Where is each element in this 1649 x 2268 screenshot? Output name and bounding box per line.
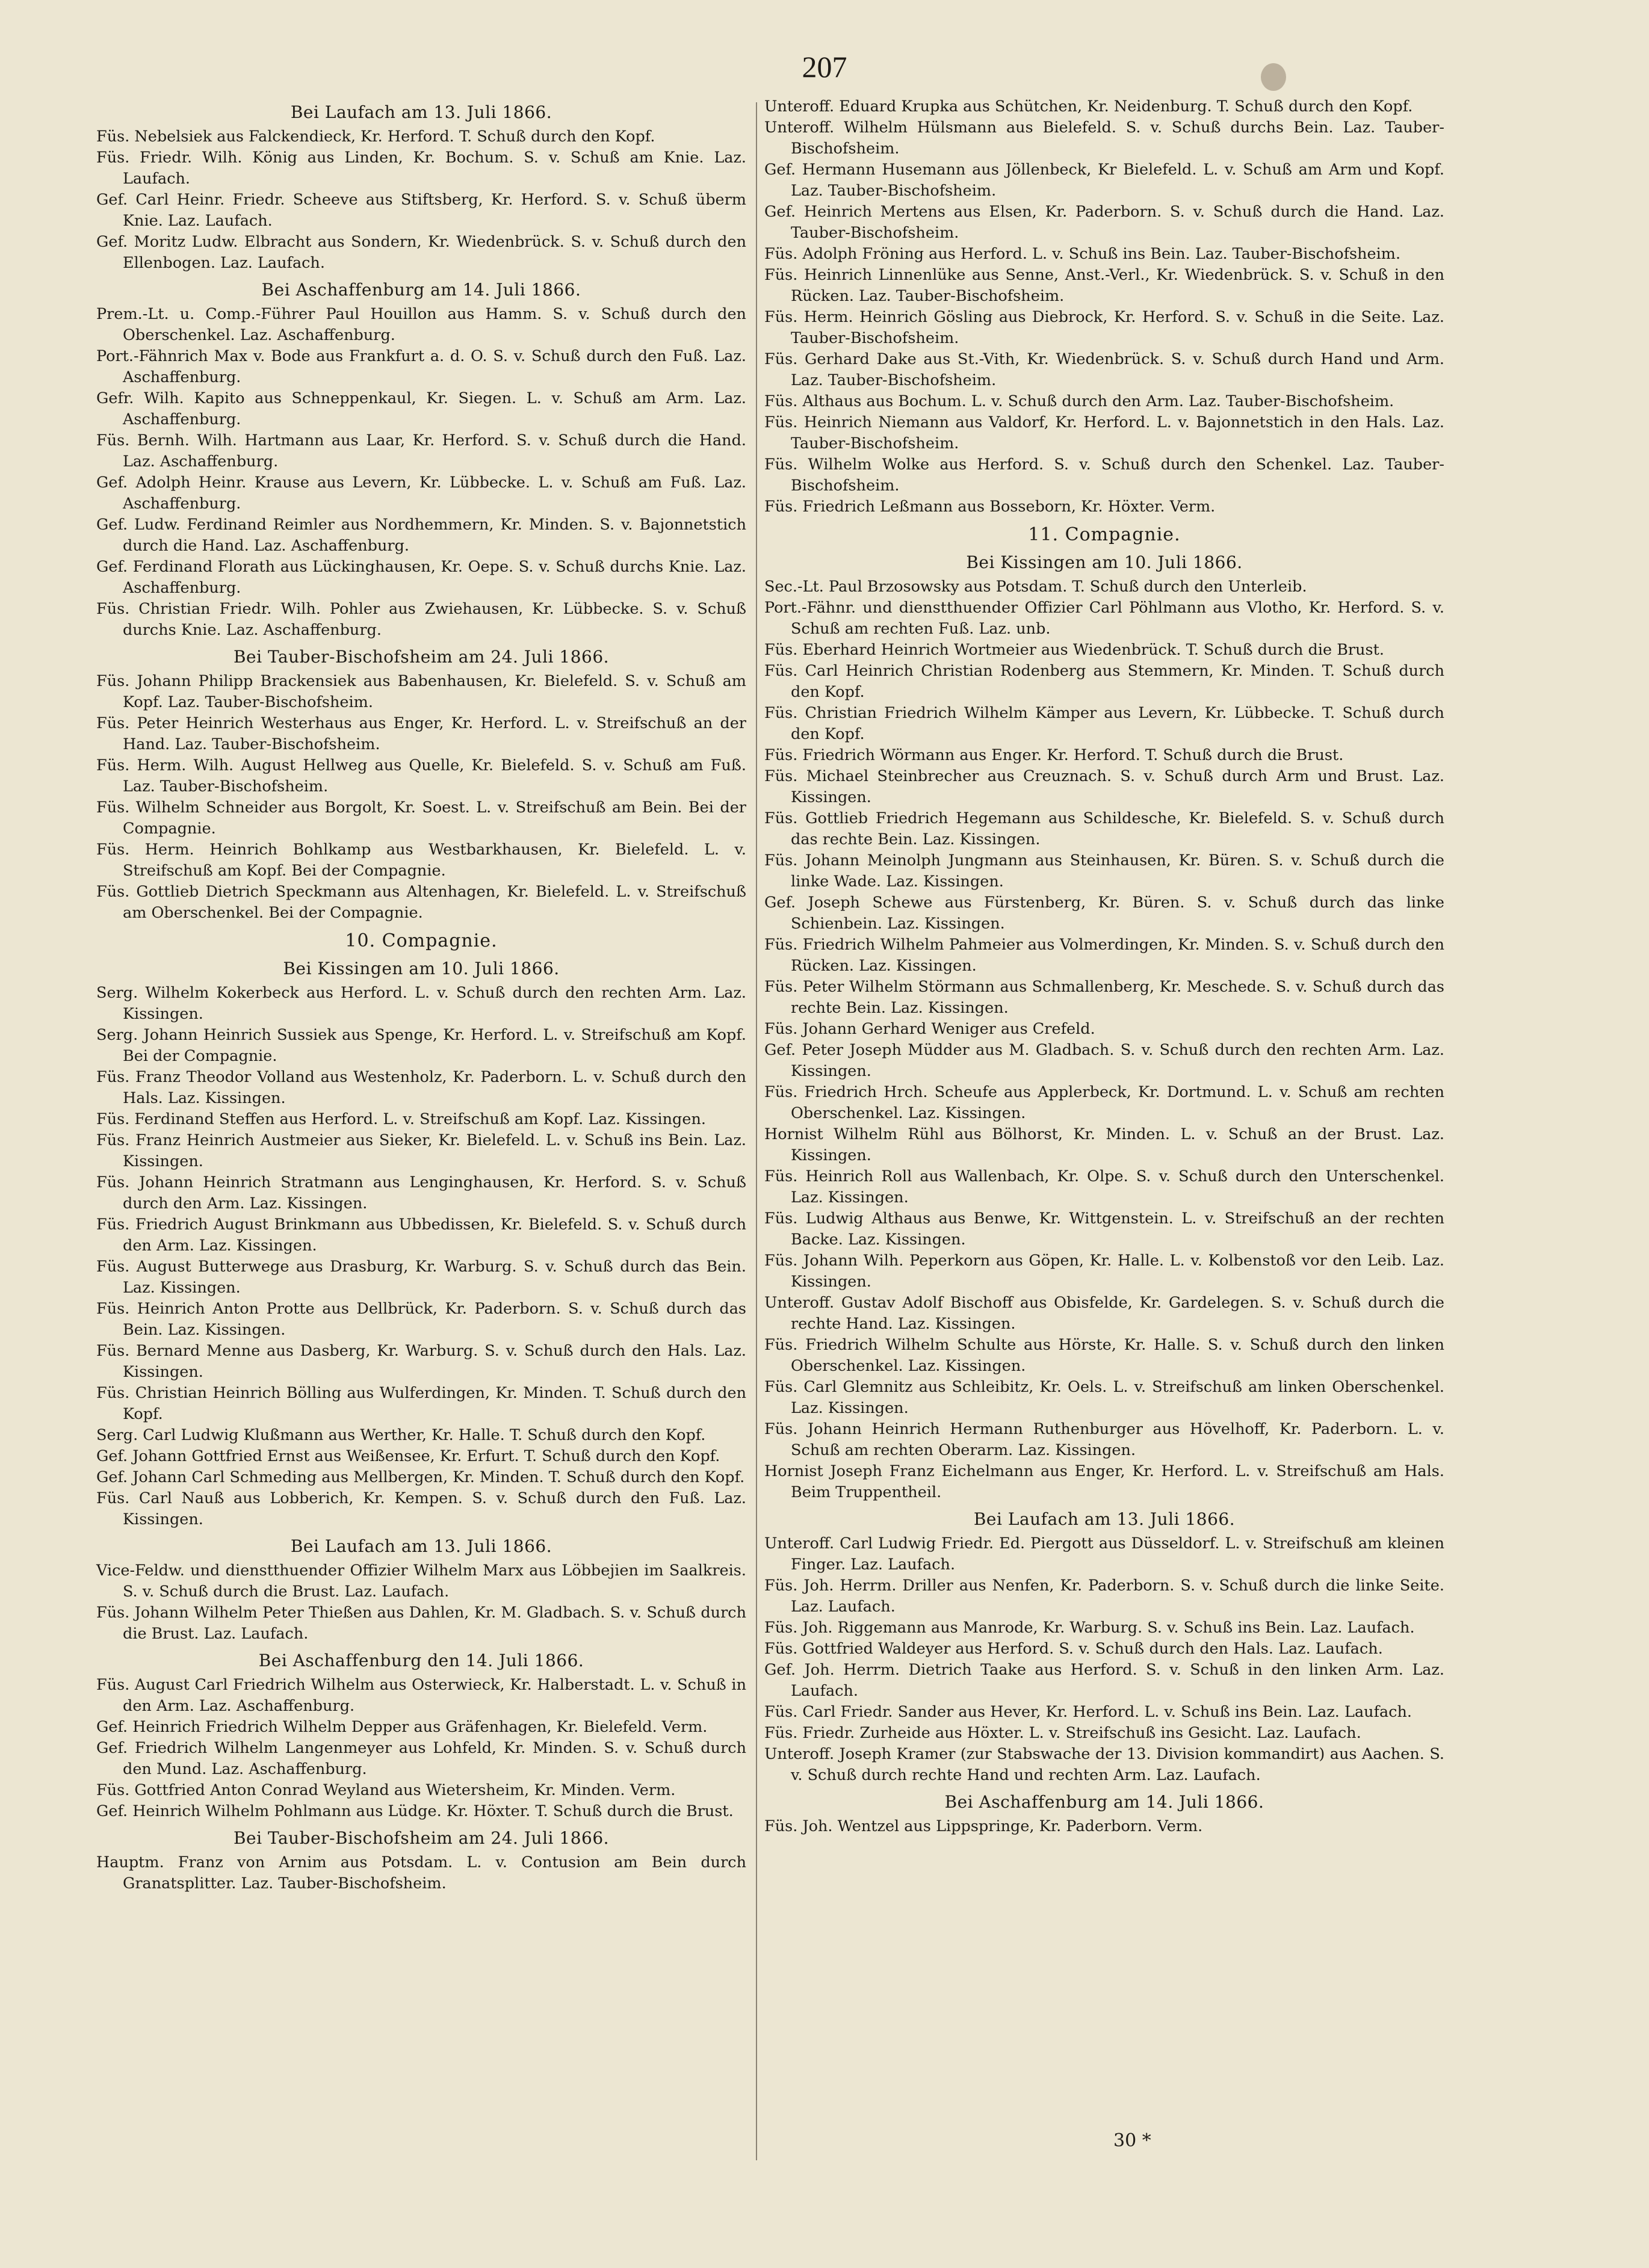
casualty-entry: Gef. Joseph Schewe aus Fürstenberg, Kr. Büren. S. v. Schuß durch das linke Schienbein. Laz. Kissingen. (764, 894, 1444, 933)
casualty-entry: Füs. Althaus aus Bochum. L. v. Schuß durch den Arm. Laz. Tauber-Bischofsheim. (764, 392, 1394, 410)
casualty-entry: Unteroff. Eduard Krupka aus Schütchen, Kr. Neidenburg. T. Schuß durch den Kopf. (764, 97, 1413, 116)
casualty-entry: Füs. Herm. Heinrich Bohlkamp aus Westbarkhausen, Kr. Bielefeld. L. v. Streifschuß am Kopf. Bei der Compagnie. (96, 841, 746, 880)
battle-heading: Bei Laufach am 13. Juli 1866. (973, 1509, 1236, 1529)
casualty-entry: Serg. Johann Heinrich Sussiek aus Spenge, Kr. Herford. L. v. Streifschuß am Kopf. Bei der Compagnie. (96, 1026, 746, 1065)
battle-heading: Bei Aschaffenburg am 14. Juli 1866. (261, 280, 581, 300)
casualty-entry: Füs. Carl Nauß aus Lobberich, Kr. Kempen. S. v. Schuß durch den Fuß. Laz. Kissingen. (96, 1489, 746, 1528)
casualty-entry: Füs. Friedrich Hrch. Scheufe aus Applerbeck, Kr. Dortmund. L. v. Schuß am rechten Oberschenkel. Laz. Kissingen. (764, 1083, 1444, 1122)
casualty-entry: Füs. Nebelsiek aus Falckendieck, Kr. Herford. T. Schuß durch den Kopf. (96, 128, 655, 146)
casualty-entry: Füs. August Butterwege aus Drasburg, Kr. Warburg. S. v. Schuß durch das Bein. Laz. Kissingen. (96, 1258, 746, 1297)
casualty-entry: Füs. Johann Heinrich Hermann Ruthenburger aus Hövelhoff, Kr. Paderborn. L. v. Schuß am rechten Oberarm. Laz. Kissingen. (764, 1420, 1444, 1459)
column-divider (756, 102, 757, 2160)
ink-stain (1261, 63, 1286, 91)
company-heading: 10. Compagnie. (345, 930, 498, 951)
casualty-entry: Füs. Joh. Herrm. Driller aus Nenfen, Kr. Paderborn. S. v. Schuß durch die linke Seite. Laz. Laufach. (764, 1577, 1444, 1616)
casualty-entry: Unteroff. Wilhelm Hülsmann aus Bielefeld. S. v. Schuß durchs Bein. Laz. Tauber-Bischofsheim. (764, 119, 1444, 158)
casualty-entry: Gef. Heinrich Wilhelm Pohlmann aus Lüdge. Kr. Höxter. T. Schuß durch die Brust. (96, 1802, 734, 1820)
casualty-entry: Füs. Wilhelm Schneider aus Borgolt, Kr. Soest. L. v. Streifschuß am Bein. Bei der Compagnie. (96, 799, 746, 838)
casualty-entry: Gef. Heinrich Friedrich Wilhelm Depper aus Gräfenhagen, Kr. Bielefeld. Verm. (96, 1718, 708, 1736)
casualty-entry: Füs. Wilhelm Wolke aus Herford. S. v. Schuß durch den Schenkel. Laz. Tauber-Bischofsheim. (764, 456, 1444, 495)
casualty-entry: Füs. Friedrich Wilhelm Schulte aus Hörste, Kr. Halle. S. v. Schuß durch den linken Oberschenkel. Laz. Kissingen. (764, 1336, 1444, 1375)
casualty-entry: Füs. Carl Glemnitz aus Schleibitz, Kr. Oels. L. v. Streifschuß am linken Oberschenkel. Laz. Kissingen. (764, 1378, 1444, 1417)
battle-heading: Bei Laufach am 13. Juli 1866. (290, 1536, 552, 1556)
casualty-entry: Füs. Gottfried Anton Conrad Weyland aus Wietersheim, Kr. Minden. Verm. (96, 1781, 676, 1799)
casualty-entry: Füs. Friedr. Zurheide aus Höxter. L. v. Streifschuß ins Gesicht. Laz. Laufach. (764, 1724, 1361, 1742)
casualty-entry: Füs. Joh. Riggemann aus Manrode, Kr. Warburg. S. v. Schuß ins Bein. Laz. Laufach. (764, 1619, 1415, 1637)
casualty-entry: Füs. Franz Theodor Volland aus Westenholz, Kr. Paderborn. L. v. Schuß durch den Hals. Laz. Kissingen. (96, 1068, 746, 1107)
casualty-entry: Füs. Christian Friedr. Wilh. Pohler aus Zwiehausen, Kr. Lübbecke. S. v. Schuß durchs Knie. Laz. Aschaffenburg. (96, 600, 746, 639)
casualty-entry: Füs. Heinrich Anton Protte aus Dellbrück, Kr. Paderborn. S. v. Schuß durch das Bein. Laz. Kissingen. (96, 1300, 746, 1339)
page-number: 207 (802, 50, 847, 84)
casualty-entry: Füs. Johann Heinrich Stratmann aus Lenginghausen, Kr. Herford. S. v. Schuß durch den Arm. Laz. Kissingen. (96, 1173, 746, 1213)
casualty-entry: Port.-Fähnrich Max v. Bode aus Frankfurt a. d. O. S. v. Schuß durch den Fuß. Laz. Aschaffenburg. (96, 347, 746, 386)
casualty-entry: Gef. Heinrich Mertens aus Elsen, Kr. Paderborn. S. v. Schuß durch die Hand. Laz. Tauber-Bischofsheim. (764, 203, 1444, 242)
casualty-entry: Unteroff. Carl Ludwig Friedr. Ed. Piergott aus Düsseldorf. L. v. Streifschuß am kleinen Finger. Laz. Laufach. (764, 1534, 1444, 1574)
casualty-entry: Serg. Carl Ludwig Klußmann aus Werther, Kr. Halle. T. Schuß durch den Kopf. (96, 1426, 706, 1444)
casualty-entry: Sec.-Lt. Paul Brzosowsky aus Potsdam. T. Schuß durch den Unterleib. (764, 578, 1307, 596)
casualty-entry: Unteroff. Joseph Kramer (zur Stabswache der 13. Division kommandirt) aus Aachen. S. v. Schuß durch rechte Hand und rechten Arm. Laz. Laufach. (764, 1745, 1444, 1784)
casualty-entry: Füs. Gottfried Waldeyer aus Herford. S. v. Schuß durch den Hals. Laz. Laufach. (764, 1640, 1383, 1658)
casualty-entry: Füs. Friedrich Wilhelm Pahmeier aus Volmerdingen, Kr. Minden. S. v. Schuß durch den Rücken. Laz. Kissingen. (764, 936, 1444, 975)
battle-heading: Bei Kissingen am 10. Juli 1866. (283, 959, 560, 978)
casualty-entry: Füs. Peter Heinrich Westerhaus aus Enger, Kr. Herford. L. v. Streifschuß an der Hand. Laz. Tauber-Bischofsheim. (96, 714, 746, 753)
casualty-entry: Füs. Ludwig Althaus aus Benwe, Kr. Wittgenstein. L. v. Streifschuß an der rechten Backe. Laz. Kissingen. (764, 1210, 1444, 1249)
casualty-entry: Füs. Herm. Heinrich Gösling aus Diebrock, Kr. Herford. S. v. Schuß in die Seite. Laz. Tauber-Bischofsheim. (764, 308, 1444, 347)
casualty-entry: Füs. Friedrich Leßmann aus Bosseborn, Kr. Höxter. Verm. (764, 498, 1216, 516)
battle-heading: Bei Aschaffenburg am 14. Juli 1866. (944, 1792, 1264, 1812)
casualty-entry: Gef. Ludw. Ferdinand Reimler aus Nordhemmern, Kr. Minden. S. v. Bajonnetstich durch die Hand. Laz. Aschaffenburg. (96, 516, 746, 555)
casualty-entry: Füs. Eberhard Heinrich Wortmeier aus Wiedenbrück. T. Schuß durch die Brust. (764, 641, 1384, 659)
casualty-entry: Füs. Gerhard Dake aus St.-Vith, Kr. Wiedenbrück. S. v. Schuß durch Hand und Arm. Laz. Tauber-Bischofsheim. (764, 350, 1444, 389)
casualty-entry: Prem.-Lt. u. Comp.-Führer Paul Houillon aus Hamm. S. v. Schuß durch den Oberschenkel. Laz. Aschaffenburg. (96, 305, 746, 344)
casualty-entry: Füs. Heinrich Niemann aus Valdorf, Kr. Herford. L. v. Bajonnetstich in den Hals. Laz. Tauber-Bischofsheim. (764, 413, 1444, 453)
casualty-entry: Füs. Herm. Wilh. August Hellweg aus Quelle, Kr. Bielefeld. S. v. Schuß am Fuß. Laz. Tauber-Bischofsheim. (96, 756, 746, 796)
battle-heading: Bei Tauber-Bischofsheim am 24. Juli 1866. (233, 647, 610, 667)
company-heading: 11. Compagnie. (1028, 524, 1181, 545)
casualty-entry: Gefr. Wilh. Kapito aus Schneppenkaul, Kr. Siegen. L. v. Schuß am Arm. Laz. Aschaffenburg. (96, 389, 746, 428)
casualty-entry: Gef. Hermann Husemann aus Jöllenbeck, Kr Bielefeld. L. v. Schuß am Arm und Kopf. Laz. Tauber-Bischofsheim. (764, 161, 1444, 200)
casualty-entry: Gef. Carl Heinr. Friedr. Scheeve aus Stiftsberg, Kr. Herford. S. v. Schuß überm Knie. Laz. Laufach. (96, 191, 746, 230)
battle-heading: Bei Laufach am 13. Juli 1866. (290, 102, 552, 122)
casualty-entry: Füs. Friedrich Wörmann aus Enger. Kr. Herford. T. Schuß durch die Brust. (764, 746, 1344, 764)
right-column (764, 96, 1444, 1837)
casualty-entry: Füs. Christian Friedrich Wilhelm Kämper aus Levern, Kr. Lübbecke. T. Schuß durch den Kopf. (764, 704, 1444, 743)
casualty-entry: Unteroff. Gustav Adolf Bischoff aus Obisfelde, Kr. Gardelegen. S. v. Schuß durch die rechte Hand. Laz. Kissingen. (764, 1294, 1444, 1333)
casualty-entry: Füs. Christian Heinrich Bölling aus Wulferdingen, Kr. Minden. T. Schuß durch den Kopf. (96, 1384, 746, 1423)
casualty-entry: Füs. Michael Steinbrecher aus Creuznach. S. v. Schuß durch Arm und Brust. Laz. Kissingen. (764, 767, 1444, 806)
casualty-entry: Serg. Wilhelm Kokerbeck aus Herford. L. v. Schuß durch den rechten Arm. Laz. Kissingen. (96, 984, 746, 1023)
casualty-entry: Gef. Johann Carl Schmeding aus Mellbergen, Kr. Minden. T. Schuß durch den Kopf. (96, 1468, 745, 1486)
casualty-entry: Füs. Peter Wilhelm Störmann aus Schmallenberg, Kr. Meschede. S. v. Schuß durch das rechte Bein. Laz. Kissingen. (764, 978, 1444, 1017)
casualty-entry: Füs. Gottlieb Dietrich Speckmann aus Altenhagen, Kr. Bielefeld. L. v. Streifschuß am Oberschenkel. Bei der Compagnie. (96, 883, 746, 922)
casualty-entry: Füs. Heinrich Linnenlüke aus Senne, Anst.-Verl., Kr. Wiedenbrück. S. v. Schuß in den Rücken. Laz. Tauber-Bischofsheim. (764, 266, 1444, 305)
casualty-entry: Füs. Johann Wilh. Peperkorn aus Göpen, Kr. Halle. L. v. Kolbenstoß vor den Leib. Laz. Kissingen. (764, 1252, 1444, 1291)
casualty-entry: Gef. Joh. Herrm. Dietrich Taake aus Herford. S. v. Schuß in den linken Arm. Laz. Laufach. (764, 1661, 1444, 1700)
casualty-entry: Gef. Adolph Heinr. Krause aus Levern, Kr. Lübbecke. L. v. Schuß am Fuß. Laz. Aschaffenburg. (96, 474, 746, 513)
casualty-entry: Füs. Joh. Wentzel aus Lippspringe, Kr. Paderborn. Verm. (764, 1817, 1203, 1835)
battle-heading: Bei Tauber-Bischofsheim am 24. Juli 1866. (233, 1828, 610, 1848)
casualty-entry: Füs. Franz Heinrich Austmeier aus Sieker, Kr. Bielefeld. L. v. Schuß ins Bein. Laz. Kissingen. (96, 1131, 746, 1170)
battle-heading: Bei Kissingen am 10. Juli 1866. (966, 552, 1243, 572)
casualty-entry: Füs. Adolph Fröning aus Herford. L. v. Schuß ins Bein. Laz. Tauber-Bischofsheim. (764, 245, 1401, 263)
casualty-entry: Hornist Joseph Franz Eichelmann aus Enger, Kr. Herford. L. v. Streifschuß am Hals. Beim Truppentheil. (764, 1462, 1444, 1501)
casualty-entry: Füs. Bernard Menne aus Dasberg, Kr. Warburg. S. v. Schuß durch den Hals. Laz. Kissingen. (96, 1342, 746, 1381)
casualty-entry: Vice-Feldw. und dienstthuender Offizier Wilhelm Marx aus Löbbejien im Saalkreis. S. v. Schuß durch die Brust. Laz. Laufach. (96, 1562, 746, 1601)
casualty-entry: Hauptm. Franz von Arnim aus Potsdam. L. v. Contusion am Bein durch Granatsplitter. Laz. Tauber-Bischofsheim. (96, 1853, 746, 1893)
casualty-entry: Füs. Johann Wilhelm Peter Thießen aus Dahlen, Kr. M. Gladbach. S. v. Schuß durch die Brust. Laz. Laufach. (96, 1604, 746, 1643)
casualty-entry: Port.-Fähnr. und dienstthuender Offizier Carl Pöhlmann aus Vlotho, Kr. Herford. S. v. Schuß am rechten Fuß. Laz. unb. (764, 599, 1444, 638)
casualty-entry: Füs. Gottlieb Friedrich Hegemann aus Schildesche, Kr. Bielefeld. S. v. Schuß durch das rechte Bein. Laz. Kissingen. (764, 809, 1444, 848)
printer-signature: 30 * (1113, 2130, 1151, 2151)
left-column (96, 96, 746, 1894)
casualty-entry: Füs. Heinrich Roll aus Wallenbach, Kr. Olpe. S. v. Schuß durch den Unterschenkel. Laz. Kissingen. (764, 1167, 1444, 1207)
casualty-entry: Füs. Ferdinand Steffen aus Herford. L. v. Streifschuß am Kopf. Laz. Kissingen. (96, 1110, 706, 1128)
casualty-entry: Füs. Bernh. Wilh. Hartmann aus Laar, Kr. Herford. S. v. Schuß durch die Hand. Laz. Aschaffenburg. (96, 431, 746, 471)
casualty-entry: Füs. Friedrich August Brinkmann aus Ubbedissen, Kr. Bielefeld. S. v. Schuß durch den Arm. Laz. Kissingen. (96, 1216, 746, 1255)
casualty-entry: Füs. Johann Gerhard Weniger aus Crefeld. (764, 1020, 1095, 1038)
casualty-entry: Füs. Carl Friedr. Sander aus Hever, Kr. Herford. L. v. Schuß ins Bein. Laz. Laufach. (764, 1703, 1412, 1721)
casualty-entry: Gef. Friedrich Wilhelm Langenmeyer aus Lohfeld, Kr. Minden. S. v. Schuß durch den Mund. Laz. Aschaffenburg. (96, 1739, 746, 1778)
battle-heading: Bei Aschaffenburg den 14. Juli 1866. (258, 1651, 584, 1670)
casualty-entry: Gef. Peter Joseph Müdder aus M. Gladbach. S. v. Schuß durch den rechten Arm. Laz. Kissingen. (764, 1041, 1444, 1080)
casualty-entry: Hornist Wilhelm Rühl aus Bölhorst, Kr. Minden. L. v. Schuß an der Brust. Laz. Kissingen. (764, 1125, 1444, 1164)
casualty-entry: Füs. Friedr. Wilh. König aus Linden, Kr. Bochum. S. v. Schuß am Knie. Laz. Laufach. (96, 149, 746, 188)
casualty-entry: Füs. Johann Meinolph Jungmann aus Steinhausen, Kr. Büren. S. v. Schuß durch die linke Wade. Laz. Kissingen. (764, 851, 1444, 891)
casualty-entry: Füs. August Carl Friedrich Wilhelm aus Osterwieck, Kr. Halberstadt. L. v. Schuß in den Arm. Laz. Aschaffenburg. (96, 1676, 746, 1715)
casualty-entry: Gef. Moritz Ludw. Elbracht aus Sondern, Kr. Wiedenbrück. S. v. Schuß durch den Ellenbogen. Laz. Laufach. (96, 233, 746, 272)
casualty-entry: Füs. Carl Heinrich Christian Rodenberg aus Stemmern, Kr. Minden. T. Schuß durch den Kopf. (764, 662, 1444, 701)
casualty-entry: Gef. Ferdinand Florath aus Lückinghausen, Kr. Oepe. S. v. Schuß durchs Knie. Laz. Aschaffenburg. (96, 558, 746, 597)
casualty-entry: Füs. Johann Philipp Brackensiek aus Babenhausen, Kr. Bielefeld. S. v. Schuß am Kopf. Laz. Tauber-Bischofsheim. (96, 672, 746, 711)
casualty-entry: Gef. Johann Gottfried Ernst aus Weißensee, Kr. Erfurt. T. Schuß durch den Kopf. (96, 1447, 720, 1465)
